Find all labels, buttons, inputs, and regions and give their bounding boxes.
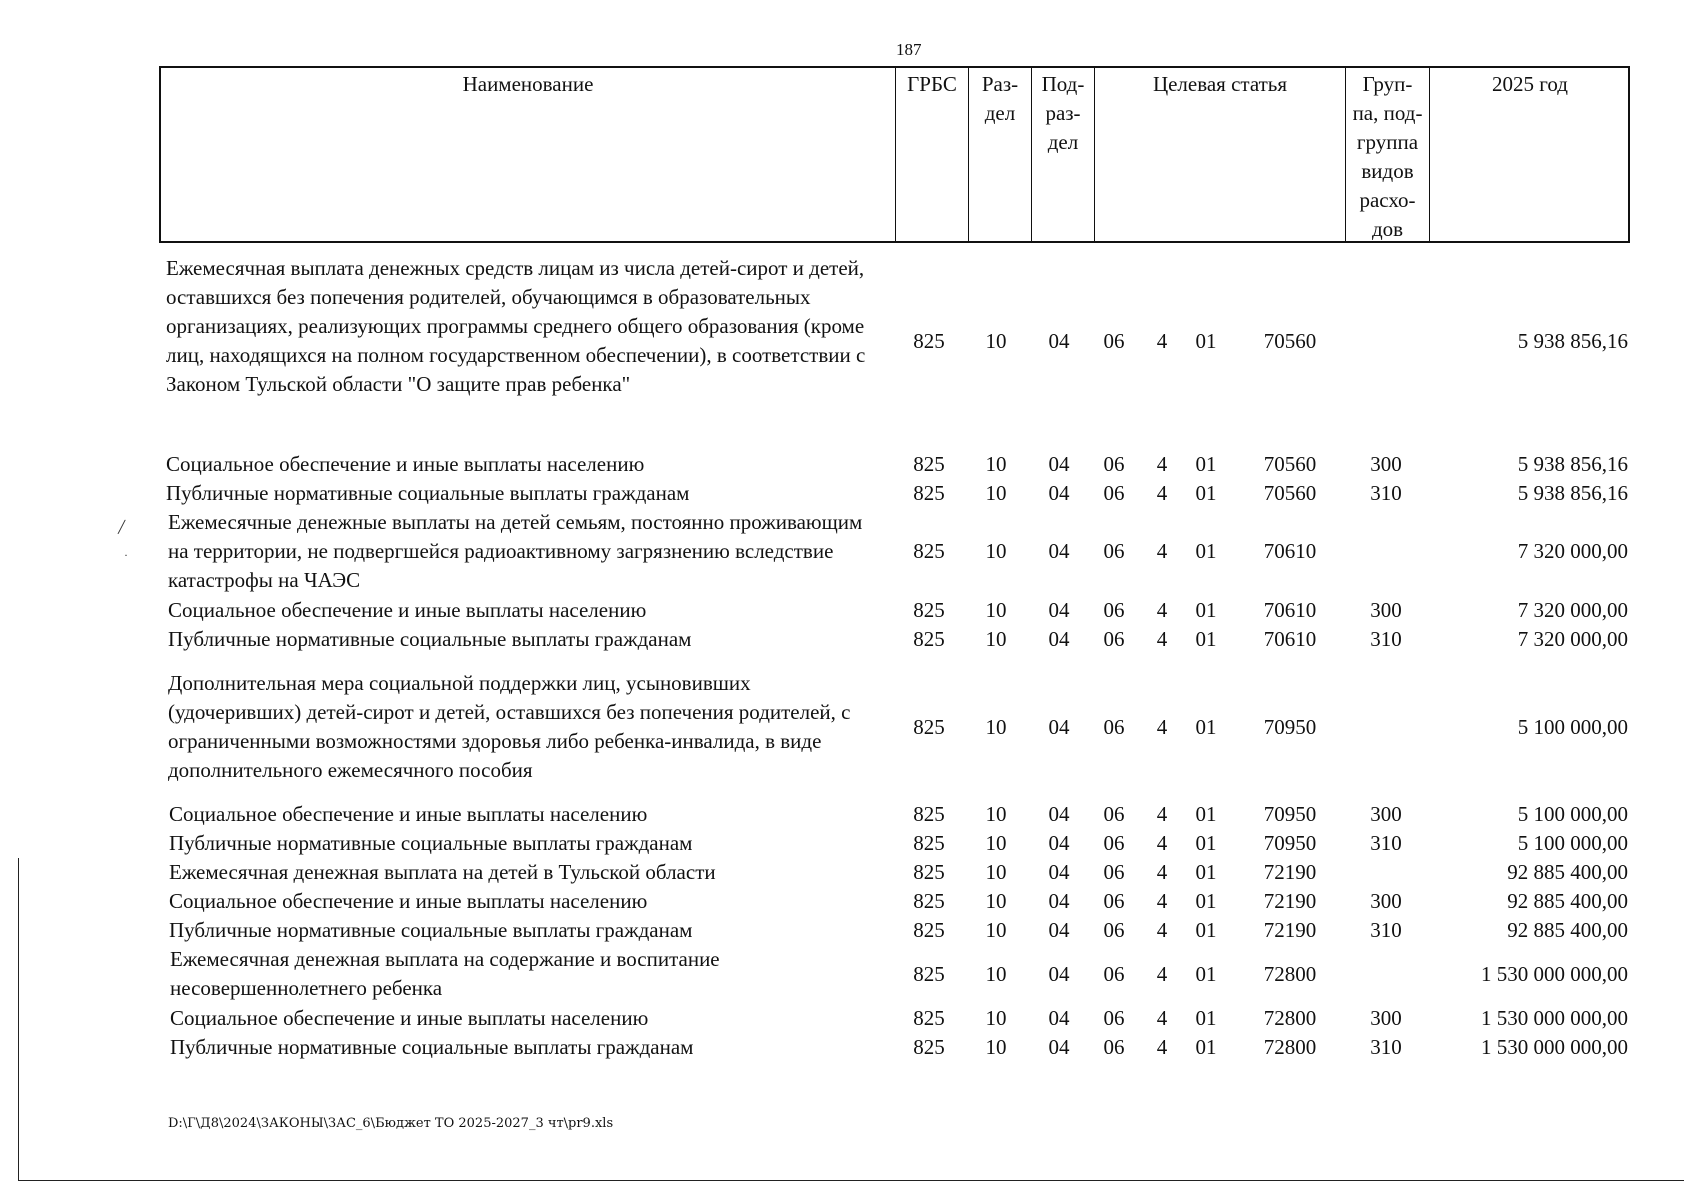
cell-article-program: 06 <box>1103 1006 1125 1030</box>
table-row <box>0 945 1694 1003</box>
cell-grbs: 825 <box>913 889 945 913</box>
cell-expense-group: 300 <box>1370 1006 1402 1030</box>
header-razdel: Раз- дел <box>981 72 1019 125</box>
cell-podrazdel: 04 <box>1048 918 1070 942</box>
header-podrazdel: Под- раз- дел <box>1041 72 1085 154</box>
cell-name: Публичные нормативные социальные выплаты гражданам <box>166 481 690 505</box>
page-number: 187 <box>896 40 922 59</box>
cell-article-type: 4 <box>1156 714 1168 739</box>
cell-article-subprogram: 01 <box>1195 598 1217 622</box>
cell-amount: 92 885 400,00 <box>1507 860 1628 884</box>
table-row <box>0 508 1694 595</box>
cell-podrazdel: 04 <box>1048 889 1070 913</box>
cell-grbs: 825 <box>913 714 945 739</box>
cell-article-program: 06 <box>1103 1035 1125 1059</box>
cell-amount: 1 530 000 000,00 <box>1481 961 1628 986</box>
cell-article-subprogram: 01 <box>1195 802 1217 826</box>
cell-grbs: 825 <box>913 627 945 651</box>
cell-grbs: 825 <box>913 539 945 563</box>
cell-expense-group: 310 <box>1370 481 1402 505</box>
cell-article-subprogram: 01 <box>1195 1006 1217 1030</box>
cell-article-direction: 70950 <box>1263 714 1317 739</box>
table-row <box>0 916 1694 945</box>
cell-article-type: 4 <box>1156 598 1168 622</box>
cell-razdel: 10 <box>985 889 1007 913</box>
cell-razdel: 10 <box>985 627 1007 651</box>
cell-podrazdel: 04 <box>1048 860 1070 884</box>
cell-article-program: 06 <box>1103 831 1125 855</box>
cell-amount: 1 530 000 000,00 <box>1481 1035 1628 1059</box>
cell-name: Ежемесячные денежные выплаты на детей семьям, постоянно проживающим на территории, не подвергшейся радиоактивному загрязнению вследствие катастрофы на ЧАЭС <box>168 510 863 592</box>
cell-razdel: 10 <box>985 539 1007 563</box>
table-row <box>0 1004 1694 1033</box>
cell-name: Публичные нормативные социальные выплаты гражданам <box>169 918 693 942</box>
cell-razdel: 10 <box>985 802 1007 826</box>
cell-article-program: 06 <box>1103 598 1125 622</box>
cell-article-direction: 72800 <box>1263 1006 1317 1030</box>
cell-article-subprogram: 01 <box>1195 889 1217 913</box>
cell-name: Ежемесячная денежная выплата на содержание и воспитание несовершеннолетнего ребенка <box>170 947 720 1000</box>
scan-edge-line <box>18 1180 1684 1181</box>
cell-article-type: 4 <box>1156 918 1168 942</box>
cell-article-direction: 72800 <box>1263 1035 1317 1059</box>
cell-article-type: 4 <box>1156 1006 1168 1030</box>
cell-expense-group: 300 <box>1370 802 1402 826</box>
cell-amount: 7 320 000,00 <box>1517 598 1628 622</box>
cell-article-direction: 70610 <box>1263 627 1317 651</box>
cell-podrazdel: 04 <box>1048 452 1070 476</box>
cell-podrazdel: 04 <box>1048 1035 1070 1059</box>
table-row <box>0 1033 1694 1062</box>
cell-article-subprogram: 01 <box>1195 831 1217 855</box>
cell-article-subprogram: 01 <box>1195 860 1217 884</box>
cell-amount: 92 885 400,00 <box>1507 889 1628 913</box>
cell-grbs: 825 <box>913 452 945 476</box>
cell-grbs: 825 <box>913 802 945 826</box>
cell-amount: 1 530 000 000,00 <box>1481 1006 1628 1030</box>
cell-article-type: 4 <box>1156 627 1168 651</box>
cell-name: Ежемесячная выплата денежных средств лицам из числа детей-сирот и детей, оставшихся без попечения родителей, обучающимся в образовательных организациях, реализующих программы среднего общего образования (кроме лиц, находящихся на полном государственном обеспечении), в соответствии с Законом Тульской области "О защите прав ребенка" <box>166 256 866 396</box>
header-year: 2025 год <box>1492 72 1568 96</box>
cell-expense-group: 300 <box>1370 452 1402 476</box>
cell-article-subprogram: 01 <box>1195 627 1217 651</box>
cell-podrazdel: 04 <box>1048 481 1070 505</box>
cell-amount: 92 885 400,00 <box>1507 918 1628 942</box>
cell-podrazdel: 04 <box>1048 328 1070 353</box>
cell-article-direction: 72190 <box>1263 860 1317 884</box>
cell-podrazdel: 04 <box>1048 961 1070 986</box>
cell-grbs: 825 <box>913 328 945 353</box>
table-row <box>0 596 1694 625</box>
cell-article-program: 06 <box>1103 961 1125 986</box>
cell-article-direction: 70950 <box>1263 802 1317 826</box>
table-row <box>0 800 1694 829</box>
cell-podrazdel: 04 <box>1048 714 1070 739</box>
cell-razdel: 10 <box>985 831 1007 855</box>
cell-article-subprogram: 01 <box>1195 452 1217 476</box>
cell-article-type: 4 <box>1156 452 1168 476</box>
cell-article-program: 06 <box>1103 539 1125 563</box>
cell-razdel: 10 <box>985 860 1007 884</box>
cell-razdel: 10 <box>985 714 1007 739</box>
cell-article-type: 4 <box>1156 539 1168 563</box>
cell-name: Публичные нормативные социальные выплаты гражданам <box>168 627 692 651</box>
cell-article-direction: 72190 <box>1263 918 1317 942</box>
cell-amount: 5 100 000,00 <box>1517 831 1628 855</box>
cell-grbs: 825 <box>913 598 945 622</box>
header-grbs: ГРБС <box>907 72 957 96</box>
table-header <box>159 66 1630 243</box>
cell-article-direction: 70560 <box>1263 328 1317 353</box>
cell-razdel: 10 <box>985 598 1007 622</box>
cell-podrazdel: 04 <box>1048 627 1070 651</box>
cell-podrazdel: 04 <box>1048 1006 1070 1030</box>
cell-grbs: 825 <box>913 831 945 855</box>
cell-grbs: 825 <box>913 481 945 505</box>
cell-amount: 5 100 000,00 <box>1517 802 1628 826</box>
cell-podrazdel: 04 <box>1048 802 1070 826</box>
cell-article-subprogram: 01 <box>1195 714 1217 739</box>
cell-article-type: 4 <box>1156 831 1168 855</box>
cell-podrazdel: 04 <box>1048 831 1070 855</box>
cell-expense-group: 300 <box>1370 598 1402 622</box>
header-expense-group: Груп- па, под- группа видов расхо- дов <box>1352 72 1423 241</box>
cell-article-program: 06 <box>1103 918 1125 942</box>
margin-mark: ╱ <box>118 520 126 534</box>
cell-podrazdel: 04 <box>1048 539 1070 563</box>
cell-grbs: 825 <box>913 1035 945 1059</box>
table-row <box>0 829 1694 858</box>
cell-name: Социальное обеспечение и иные выплаты населению <box>166 452 645 476</box>
table-row <box>0 479 1694 508</box>
cell-name: Социальное обеспечение и иные выплаты населению <box>169 802 648 826</box>
cell-article-type: 4 <box>1156 328 1168 353</box>
cell-amount: 5 938 856,16 <box>1517 481 1628 505</box>
cell-article-type: 4 <box>1156 802 1168 826</box>
table-row <box>0 887 1694 916</box>
cell-razdel: 10 <box>985 918 1007 942</box>
cell-article-direction: 70560 <box>1263 452 1317 476</box>
cell-expense-group: 300 <box>1370 889 1402 913</box>
cell-name: Ежемесячная денежная выплата на детей в Тульской области <box>169 860 716 884</box>
cell-expense-group: 310 <box>1370 918 1402 942</box>
cell-razdel: 10 <box>985 1035 1007 1059</box>
cell-name: Социальное обеспечение и иные выплаты населению <box>170 1006 649 1030</box>
cell-amount: 5 100 000,00 <box>1517 714 1628 739</box>
cell-name: Социальное обеспечение и иные выплаты населению <box>169 889 648 913</box>
cell-article-program: 06 <box>1103 481 1125 505</box>
cell-name: Публичные нормативные социальные выплаты гражданам <box>170 1035 694 1059</box>
cell-razdel: 10 <box>985 328 1007 353</box>
cell-article-program: 06 <box>1103 452 1125 476</box>
cell-article-direction: 70610 <box>1263 539 1317 563</box>
cell-article-program: 06 <box>1103 889 1125 913</box>
cell-article-subprogram: 01 <box>1195 539 1217 563</box>
cell-grbs: 825 <box>913 918 945 942</box>
cell-razdel: 10 <box>985 481 1007 505</box>
cell-name: Социальное обеспечение и иные выплаты населению <box>168 598 647 622</box>
cell-article-type: 4 <box>1156 860 1168 884</box>
cell-article-type: 4 <box>1156 1035 1168 1059</box>
cell-article-type: 4 <box>1156 481 1168 505</box>
cell-article-subprogram: 01 <box>1195 918 1217 942</box>
cell-razdel: 10 <box>985 452 1007 476</box>
cell-article-subprogram: 01 <box>1195 481 1217 505</box>
cell-article-program: 06 <box>1103 328 1125 353</box>
cell-grbs: 825 <box>913 1006 945 1030</box>
cell-name: Публичные нормативные социальные выплаты гражданам <box>169 831 693 855</box>
cell-article-direction: 70610 <box>1263 598 1317 622</box>
cell-article-program: 06 <box>1103 714 1125 739</box>
cell-article-program: 06 <box>1103 627 1125 651</box>
file-path-footer: D:\Г\Д8\2024\ЗАКОНЫ\ЗАС_6\Бюджет ТО 2025-2027_3 чт\pr9.xls <box>168 1116 614 1131</box>
table-row <box>0 669 1694 785</box>
cell-amount: 7 320 000,00 <box>1517 539 1628 563</box>
cell-article-program: 06 <box>1103 860 1125 884</box>
scan-edge-line <box>18 858 19 1180</box>
cell-article-type: 4 <box>1156 889 1168 913</box>
cell-podrazdel: 04 <box>1048 598 1070 622</box>
table-row <box>0 858 1694 887</box>
cell-article-direction: 70950 <box>1263 831 1317 855</box>
cell-amount: 7 320 000,00 <box>1517 627 1628 651</box>
cell-article-program: 06 <box>1103 802 1125 826</box>
cell-article-direction: 72800 <box>1263 961 1317 986</box>
cell-article-subprogram: 01 <box>1195 1035 1217 1059</box>
table-row <box>0 450 1694 479</box>
cell-amount: 5 938 856,16 <box>1517 452 1628 476</box>
cell-grbs: 825 <box>913 860 945 884</box>
cell-article-type: 4 <box>1156 961 1168 986</box>
cell-article-subprogram: 01 <box>1195 961 1217 986</box>
cell-razdel: 10 <box>985 961 1007 986</box>
table-row <box>0 254 1694 428</box>
cell-article-subprogram: 01 <box>1195 328 1217 353</box>
cell-razdel: 10 <box>985 1006 1007 1030</box>
header-target-article: Целевая статья <box>1152 72 1288 96</box>
cell-article-direction: 72190 <box>1263 889 1317 913</box>
header-name: Наименование <box>462 72 594 96</box>
table-row <box>0 625 1694 654</box>
cell-expense-group: 310 <box>1370 831 1402 855</box>
cell-grbs: 825 <box>913 961 945 986</box>
cell-name: Дополнительная мера социальной поддержки лиц, усыновивших (удочеривших) детей-сирот и детей, оставшихся без попечения родителей, с ограниченными возможностями здоровья либо ребенка-инвалида, в виде дополнительного ежемесячного пособия <box>168 671 851 782</box>
margin-mark: · <box>124 548 128 562</box>
cell-article-direction: 70560 <box>1263 481 1317 505</box>
cell-expense-group: 310 <box>1370 627 1402 651</box>
cell-amount: 5 938 856,16 <box>1517 328 1628 353</box>
cell-expense-group: 310 <box>1370 1035 1402 1059</box>
